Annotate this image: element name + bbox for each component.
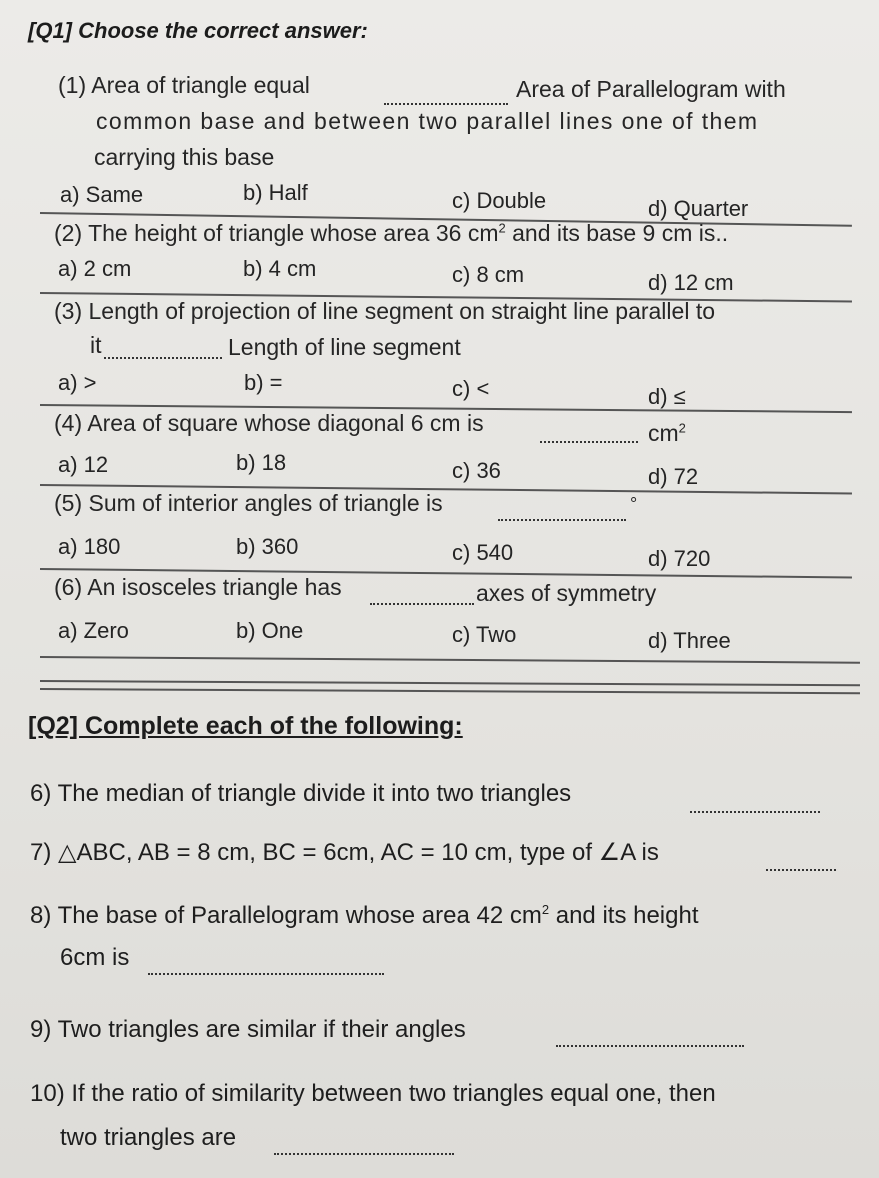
q1-3-option-a: a) > — [58, 370, 97, 395]
q1-4-unit — [648, 420, 686, 447]
q2-item-6-blank — [690, 800, 820, 818]
divider — [40, 656, 860, 664]
q1-1-option-d: d) Quarter — [648, 196, 749, 221]
q2-item-8-line1 — [30, 902, 699, 930]
q1-5-option-b: b) 360 — [236, 534, 299, 559]
q1-6-line1a: (6) An isosceles triangle has — [54, 574, 342, 600]
q1-4-unit-text: cm — [648, 420, 679, 446]
q2-item-9: 9) Two triangles are similar if their angles — [30, 1016, 466, 1043]
q1-3-blank — [104, 346, 222, 364]
q2-item-6: 6) The median of triangle divide it into two triangles — [30, 780, 572, 807]
q2-item-8-sup: 2 — [541, 902, 550, 917]
q1-5-line1: (5) Sum of interior angles of triangle is — [54, 490, 443, 516]
q2-item-9-blank — [556, 1034, 744, 1052]
q2-item-8a: 8) The base of Parallelogram whose area 42 cm — [30, 902, 542, 929]
q2-item-10-line2: two triangles are — [60, 1124, 237, 1151]
q2-item-7: 7) △ABC, AB = 8 cm, BC = 6cm, AC = 10 cm, type of ∠A is — [30, 839, 659, 866]
q1-5-unit: ° — [630, 494, 638, 514]
q2-title: [Q2] Complete each of the following: — [28, 712, 463, 740]
q1-6-line1b: axes of symmetry — [476, 580, 657, 606]
q1-6-option-a: a) Zero — [58, 618, 129, 643]
q1-1-option-b: b) Half — [243, 180, 308, 205]
q1-1-line1a: (1) Area of triangle equal — [58, 72, 310, 98]
q2-item-8-line2: 6cm is — [60, 944, 130, 971]
q1-5-blank — [498, 508, 626, 526]
q2-item-10-blank — [274, 1142, 454, 1160]
q1-6-option-d: d) Three — [648, 628, 731, 653]
q1-5-option-d: d) 720 — [648, 546, 711, 571]
divider — [40, 688, 860, 694]
q1-3-option-d: d) ≤ — [648, 384, 686, 409]
q1-6-option-b: b) One — [236, 618, 304, 643]
q1-4-sup: 2 — [678, 420, 686, 436]
q1-4-option-b: b) 18 — [236, 450, 287, 475]
q1-4-option-d: d) 72 — [648, 464, 699, 489]
q1-title: [Q1] Choose the correct answer: — [28, 18, 368, 43]
q1-6-blank — [370, 592, 474, 610]
q1-1-line1b: Area of Parallelogram with — [516, 76, 786, 102]
q1-2-line1a: (2) The height of triangle whose area 36 cm — [54, 220, 499, 246]
q2-item-7-blank — [766, 858, 836, 876]
q1-3-line2b: Length of line segment — [228, 334, 461, 360]
q1-2-line1 — [54, 220, 728, 247]
q1-1-line3: carrying this base — [94, 144, 275, 170]
q1-1-option-c: c) Double — [452, 188, 547, 213]
q1-3-line2a: it — [90, 332, 102, 358]
q1-4-option-a: a) 12 — [58, 452, 109, 477]
q2-item-8-blank — [148, 962, 384, 980]
q1-2-sup: 2 — [498, 220, 506, 236]
q2-item-10-line1: 10) If the ratio of similarity between two triangles equal one, then — [30, 1080, 716, 1107]
q1-2-option-a: a) 2 cm — [58, 256, 132, 281]
q1-2-option-b: b) 4 cm — [243, 256, 317, 281]
divider — [40, 680, 860, 686]
q1-3-option-c: c) < — [452, 376, 490, 401]
q1-4-blank — [540, 430, 638, 448]
q1-2-option-d: d) 12 cm — [648, 270, 734, 295]
q1-5-option-a: a) 180 — [58, 534, 121, 559]
q1-4-line1: (4) Area of square whose diagonal 6 cm is — [54, 410, 484, 436]
q1-1-option-a: a) Same — [60, 182, 144, 207]
q1-2-option-c: c) 8 cm — [452, 262, 525, 287]
q1-2-line1b: and its base 9 cm is.. — [505, 220, 729, 246]
q1-4-option-c: c) 36 — [452, 458, 501, 483]
q1-3-option-b: b) = — [244, 370, 283, 395]
q2-item-8b: and its height — [549, 902, 699, 929]
q1-3-line1: (3) Length of projection of line segment on straight line parallel to — [54, 298, 716, 324]
q1-5-option-c: c) 540 — [452, 540, 514, 565]
q1-1-line2: common base and between two parallel lines one of them — [96, 108, 759, 134]
q1-6-option-c: c) Two — [452, 622, 517, 647]
